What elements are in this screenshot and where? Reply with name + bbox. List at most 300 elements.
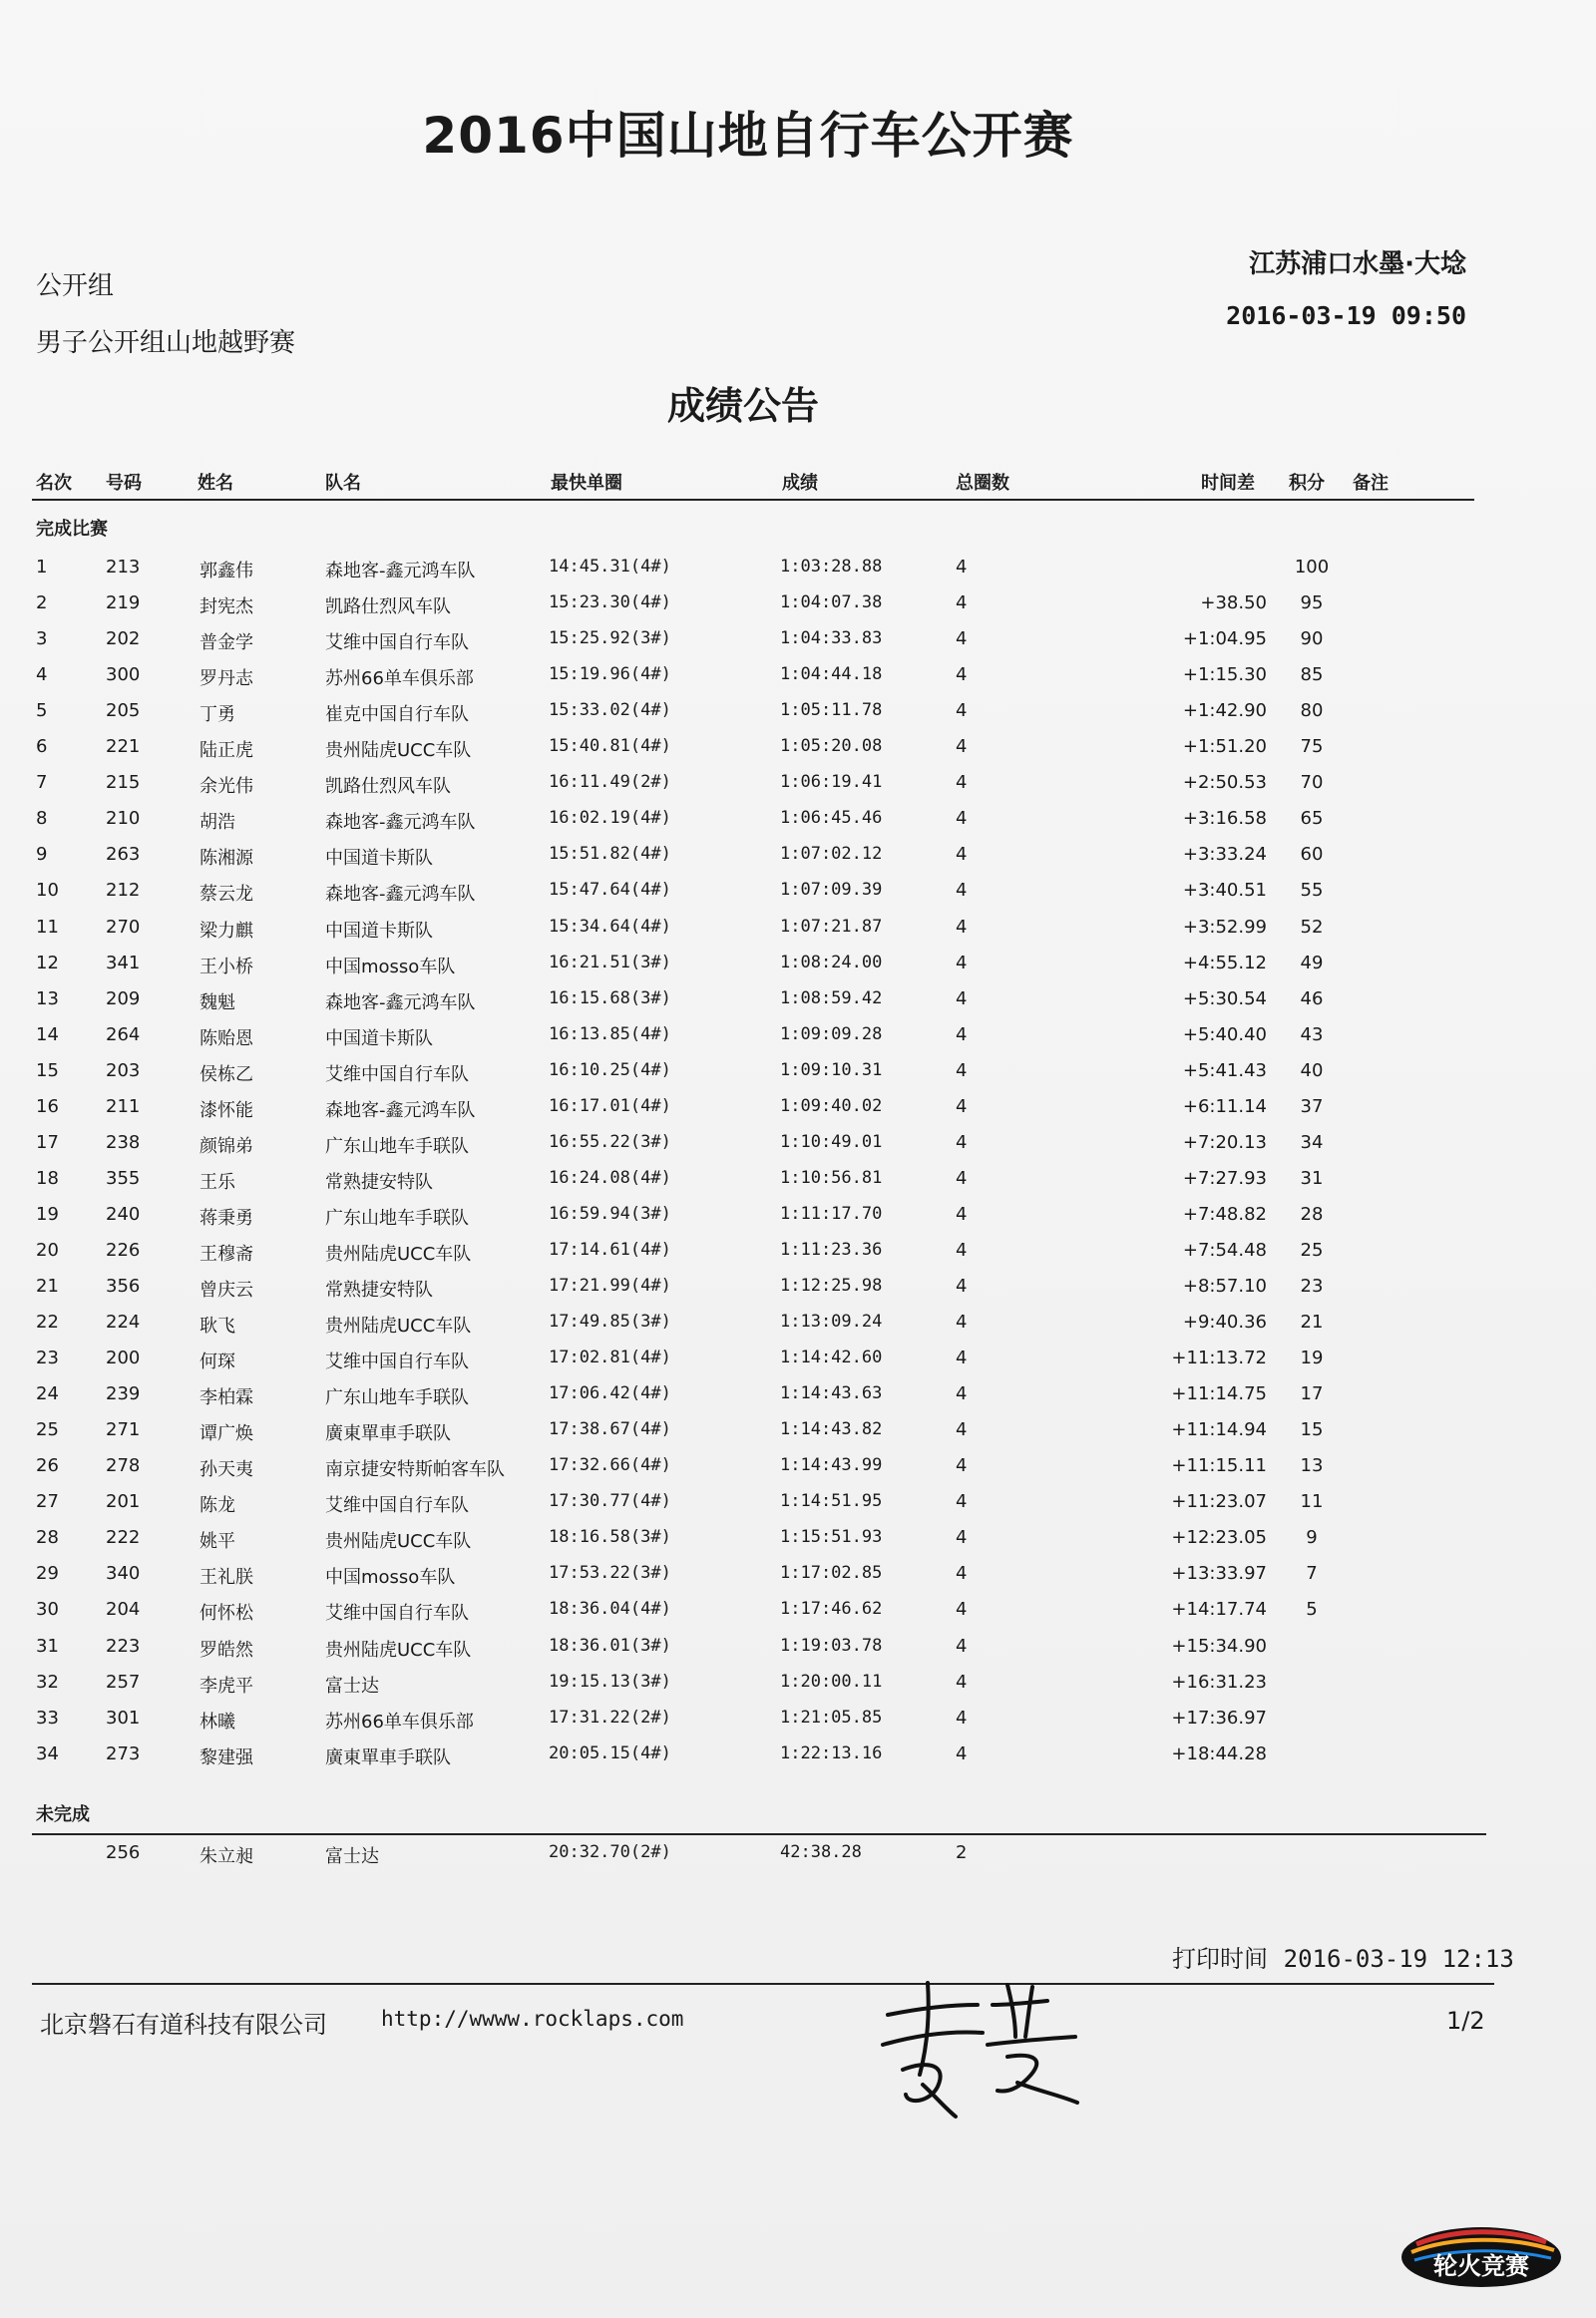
- name-cell: 陈贻恩: [200, 1027, 253, 1049]
- result-cell: 1:14:43.82: [780, 1419, 883, 1440]
- header-rule: [32, 499, 1474, 501]
- number-cell: 355: [106, 1167, 141, 1189]
- table-row: [0, 917, 1596, 947]
- points-cell: 90: [1300, 628, 1324, 650]
- finished-section-label: 完成比赛: [36, 519, 108, 540]
- gap-cell: +14:17.74: [1171, 1599, 1267, 1621]
- results-heading: 成绩公告: [666, 384, 819, 428]
- name-cell: 蔡云龙: [200, 884, 253, 906]
- team-cell: 森地客-鑫元鸿车队: [325, 991, 476, 1013]
- rank-cell: 9: [36, 844, 48, 866]
- gap-cell: +13:33.97: [1171, 1563, 1267, 1585]
- rank-cell: 24: [36, 1383, 59, 1405]
- points-cell: 43: [1300, 1023, 1324, 1045]
- laps-cell: 4: [956, 1419, 968, 1441]
- team-cell: 广东山地车手联队: [325, 1207, 469, 1229]
- table-row: [0, 736, 1596, 766]
- rank-cell: 32: [36, 1671, 59, 1693]
- rank-cell: 11: [36, 916, 59, 938]
- result-cell: 1:14:43.99: [780, 1455, 883, 1476]
- gap-cell: +2:50.53: [1182, 772, 1267, 794]
- rank-cell: 31: [36, 1635, 59, 1657]
- result-cell: 1:10:49.01: [780, 1131, 883, 1152]
- points-cell: 11: [1300, 1491, 1324, 1513]
- result-cell: 1:20:00.11: [780, 1671, 883, 1692]
- name-cell: 何琛: [200, 1352, 235, 1373]
- result-cell: 1:07:02.12: [780, 844, 883, 865]
- points-cell: 49: [1300, 952, 1324, 973]
- table-row: [0, 1563, 1596, 1593]
- rank-cell: 29: [36, 1563, 59, 1585]
- number-cell: 209: [106, 987, 141, 1009]
- table-row: [0, 988, 1596, 1018]
- footer-rule: [32, 1983, 1494, 1985]
- name-cell: 何怀松: [200, 1603, 253, 1625]
- team-cell: 富士达: [325, 1675, 379, 1697]
- fastest-lap-cell: 16:55.22(3#): [549, 1131, 671, 1152]
- fastest-lap-cell: 15:34.64(4#): [549, 916, 671, 937]
- gap-cell: +5:41.43: [1182, 1059, 1267, 1081]
- result-cell: 1:21:05.85: [780, 1707, 883, 1728]
- table-row: [0, 1672, 1596, 1702]
- table-row: [0, 1168, 1596, 1198]
- laps-cell: 4: [956, 1635, 968, 1657]
- start-datetime: 2016-03-19 09:50: [1226, 301, 1466, 330]
- fastest-lap-cell: 17:02.81(4#): [549, 1348, 671, 1368]
- name-cell: 蒋秉勇: [200, 1207, 253, 1229]
- number-cell: 211: [106, 1095, 141, 1117]
- header-points: 积分: [1289, 473, 1325, 494]
- print-time: 2016-03-19 12:13: [1283, 1945, 1514, 1973]
- rank-cell: 33: [36, 1707, 59, 1729]
- result-cell: 1:04:33.83: [780, 628, 883, 649]
- rank-cell: 16: [36, 1095, 59, 1117]
- fastest-lap-cell: 16:24.08(4#): [549, 1167, 671, 1188]
- header-rank: 名次: [36, 473, 72, 494]
- points-cell: 25: [1300, 1239, 1324, 1261]
- gap-cell: +15:34.90: [1171, 1635, 1267, 1657]
- laps-cell: 2: [956, 1842, 968, 1863]
- name-cell: 李虎平: [200, 1675, 253, 1697]
- gap-cell: +7:48.82: [1182, 1203, 1267, 1225]
- table-row: [0, 1455, 1596, 1485]
- rank-cell: 27: [36, 1491, 59, 1513]
- fastest-lap-cell: 17:53.22(3#): [549, 1563, 671, 1584]
- number-cell: 301: [106, 1707, 141, 1729]
- laps-cell: 4: [956, 1239, 968, 1261]
- gap-cell: +6:11.14: [1182, 1095, 1267, 1117]
- points-cell: 60: [1300, 844, 1324, 866]
- table-row: [0, 844, 1596, 874]
- number-cell: 204: [106, 1599, 141, 1621]
- table-row: [0, 1060, 1596, 1090]
- gap-cell: +3:52.99: [1182, 916, 1267, 938]
- brand-logo: [1396, 2222, 1566, 2292]
- team-cell: 艾维中国自行车队: [325, 1495, 469, 1517]
- table-row: [0, 1491, 1596, 1521]
- fastest-lap-cell: 15:47.64(4#): [549, 880, 671, 901]
- points-cell: 28: [1300, 1203, 1324, 1225]
- number-cell: 263: [106, 844, 141, 866]
- number-cell: 257: [106, 1671, 141, 1693]
- page-title: 2016中国山地自行车公开赛: [422, 107, 1074, 165]
- points-cell: 95: [1300, 592, 1324, 614]
- laps-cell: 4: [956, 1059, 968, 1081]
- team-cell: 广东山地车手联队: [325, 1387, 469, 1409]
- result-cell: 1:14:42.60: [780, 1348, 883, 1368]
- group-label: 公开组: [36, 271, 115, 301]
- laps-cell: 4: [956, 1167, 968, 1189]
- header-number: 号码: [106, 473, 142, 494]
- fastest-lap-cell: 18:36.04(4#): [549, 1599, 671, 1620]
- name-cell: 梁力麒: [200, 920, 253, 942]
- table-row: [0, 1024, 1596, 1054]
- page-number: 1/2: [1446, 2007, 1485, 2035]
- points-cell: 9: [1306, 1527, 1318, 1549]
- rank-cell: 13: [36, 987, 59, 1009]
- fastest-lap-cell: 16:10.25(4#): [549, 1059, 671, 1080]
- number-cell: 226: [106, 1239, 141, 1261]
- result-cell: 1:15:51.93: [780, 1527, 883, 1548]
- number-cell: 278: [106, 1455, 141, 1477]
- name-cell: 罗皓然: [200, 1639, 253, 1661]
- fastest-lap-cell: 15:40.81(4#): [549, 736, 671, 757]
- name-cell: 耿飞: [200, 1316, 235, 1338]
- team-cell: 贵州陆虎UCC车队: [325, 1243, 472, 1265]
- name-cell: 黎建强: [200, 1746, 253, 1768]
- company-name: 北京磐石有道科技有限公司: [40, 2011, 327, 2039]
- number-cell: 224: [106, 1312, 141, 1334]
- number-cell: 215: [106, 772, 141, 794]
- name-cell: 魏魁: [200, 991, 235, 1013]
- result-cell: 1:14:43.63: [780, 1383, 883, 1404]
- team-cell: 广东山地车手联队: [325, 1135, 469, 1157]
- result-cell: 1:06:45.46: [780, 808, 883, 829]
- fastest-lap-cell: 15:23.30(4#): [549, 592, 671, 613]
- result-cell: 1:07:21.87: [780, 916, 883, 937]
- team-cell: 森地客-鑫元鸿车队: [325, 812, 476, 834]
- team-cell: 森地客-鑫元鸿车队: [325, 884, 476, 906]
- team-cell: 贵州陆虎UCC车队: [325, 1639, 472, 1661]
- gap-cell: +4:55.12: [1182, 952, 1267, 973]
- team-cell: 凯路仕烈风车队: [325, 776, 451, 798]
- rank-cell: 25: [36, 1419, 59, 1441]
- result-cell: 1:09:10.31: [780, 1059, 883, 1080]
- laps-cell: 4: [956, 1527, 968, 1549]
- points-cell: 7: [1306, 1563, 1318, 1585]
- number-cell: 340: [106, 1563, 141, 1585]
- table-row: [0, 1132, 1596, 1162]
- rank-cell: 30: [36, 1599, 59, 1621]
- result-cell: 42:38.28: [780, 1842, 862, 1862]
- rank-cell: 3: [36, 628, 48, 650]
- rank-cell: 12: [36, 952, 59, 973]
- fastest-lap-cell: 19:15.13(3#): [549, 1671, 671, 1692]
- laps-cell: 4: [956, 880, 968, 902]
- fastest-lap-cell: 16:59.94(3#): [549, 1203, 671, 1224]
- team-cell: 中国mosso车队: [325, 1567, 456, 1589]
- table-row: [0, 592, 1596, 622]
- gap-cell: +17:36.97: [1171, 1707, 1267, 1729]
- laps-cell: 4: [956, 1131, 968, 1153]
- rank-cell: 34: [36, 1742, 59, 1764]
- rank-cell: 17: [36, 1131, 59, 1153]
- gap-cell: +3:40.51: [1182, 880, 1267, 902]
- number-cell: 270: [106, 916, 141, 938]
- laps-cell: 4: [956, 1563, 968, 1585]
- laps-cell: 4: [956, 772, 968, 794]
- laps-cell: 4: [956, 700, 968, 722]
- number-cell: 201: [106, 1491, 141, 1513]
- name-cell: 李柏霖: [200, 1387, 253, 1409]
- rank-cell: 26: [36, 1455, 59, 1477]
- table-row: [0, 1240, 1596, 1270]
- event-label: 男子公开组山地越野赛: [36, 328, 296, 358]
- table-row: [0, 1527, 1596, 1557]
- gap-cell: +11:13.72: [1171, 1348, 1267, 1369]
- laps-cell: 4: [956, 1491, 968, 1513]
- team-cell: 贵州陆虎UCC车队: [325, 1316, 472, 1338]
- fastest-lap-cell: 15:25.92(3#): [549, 628, 671, 649]
- laps-cell: 4: [956, 1095, 968, 1117]
- name-cell: 王小桥: [200, 956, 253, 977]
- table-row: [0, 1204, 1596, 1234]
- fastest-lap-cell: 17:14.61(4#): [549, 1239, 671, 1260]
- number-cell: 212: [106, 880, 141, 902]
- result-cell: 1:17:46.62: [780, 1599, 883, 1620]
- points-cell: 23: [1300, 1276, 1324, 1297]
- team-cell: 中国mosso车队: [325, 956, 456, 977]
- name-cell: 孙天夷: [200, 1459, 253, 1481]
- gap-cell: +1:15.30: [1182, 664, 1267, 686]
- rank-cell: 10: [36, 880, 59, 902]
- rank-cell: 6: [36, 736, 48, 758]
- result-cell: 1:12:25.98: [780, 1276, 883, 1296]
- team-cell: 贵州陆虎UCC车队: [325, 1531, 472, 1553]
- number-cell: 238: [106, 1131, 141, 1153]
- points-cell: 80: [1300, 700, 1324, 722]
- result-cell: 1:04:07.38: [780, 592, 883, 613]
- name-cell: 林曦: [200, 1711, 235, 1733]
- gap-cell: +18:44.28: [1171, 1742, 1267, 1764]
- points-cell: 17: [1300, 1383, 1324, 1405]
- laps-cell: 4: [956, 916, 968, 938]
- name-cell: 丁勇: [200, 704, 235, 726]
- fastest-lap-cell: 17:30.77(4#): [549, 1491, 671, 1512]
- fastest-lap-cell: 17:21.99(4#): [549, 1276, 671, 1296]
- fastest-lap-cell: 15:33.02(4#): [549, 700, 671, 721]
- gap-cell: +11:15.11: [1171, 1455, 1267, 1477]
- table-row: [0, 880, 1596, 910]
- header-notes: 备注: [1353, 473, 1389, 494]
- gap-cell: +11:14.94: [1171, 1419, 1267, 1441]
- table-row: [0, 1348, 1596, 1377]
- team-cell: 艾维中国自行车队: [325, 1352, 469, 1373]
- fastest-lap-cell: 15:51.82(4#): [549, 844, 671, 865]
- rank-cell: 4: [36, 664, 48, 686]
- team-cell: 常熟捷安特队: [325, 1280, 433, 1301]
- result-cell: 1:06:19.41: [780, 772, 883, 793]
- result-cell: 1:04:44.18: [780, 664, 883, 685]
- table-row: [0, 1383, 1596, 1413]
- name-cell: 陈湘源: [200, 848, 253, 870]
- team-cell: 崔克中国自行车队: [325, 704, 469, 726]
- name-cell: 姚平: [200, 1531, 235, 1553]
- number-cell: 356: [106, 1276, 141, 1297]
- fastest-lap-cell: 20:32.70(2#): [549, 1842, 671, 1862]
- fastest-lap-cell: 15:19.96(4#): [549, 664, 671, 685]
- points-cell: 100: [1294, 557, 1330, 578]
- team-cell: 艾维中国自行车队: [325, 632, 469, 654]
- header-result: 成绩: [782, 473, 818, 494]
- name-cell: 封宪杰: [200, 596, 253, 618]
- rank-cell: 14: [36, 1023, 59, 1045]
- rank-cell: 2: [36, 592, 48, 614]
- table-row: [0, 628, 1596, 658]
- number-cell: 341: [106, 952, 141, 973]
- header-gap: 时间差: [1201, 473, 1255, 494]
- name-cell: 郭鑫伟: [200, 561, 253, 581]
- laps-cell: 4: [956, 1671, 968, 1693]
- number-cell: 202: [106, 628, 141, 650]
- name-cell: 谭广焕: [200, 1423, 253, 1445]
- points-cell: 37: [1300, 1095, 1324, 1117]
- team-cell: 森地客-鑫元鸿车队: [325, 561, 476, 581]
- table-row: [0, 1842, 1596, 1872]
- name-cell: 曾庆云: [200, 1280, 253, 1301]
- points-cell: 85: [1300, 664, 1324, 686]
- number-cell: 203: [106, 1059, 141, 1081]
- result-cell: 1:08:24.00: [780, 952, 883, 972]
- name-cell: 罗丹志: [200, 668, 253, 690]
- fastest-lap-cell: 18:36.01(3#): [549, 1635, 671, 1656]
- fastest-lap-cell: 17:38.67(4#): [549, 1419, 671, 1440]
- gap-cell: +7:54.48: [1182, 1239, 1267, 1261]
- gap-cell: +11:23.07: [1171, 1491, 1267, 1513]
- team-cell: 贵州陆虎UCC车队: [325, 740, 472, 762]
- points-cell: 5: [1306, 1599, 1318, 1621]
- table-row: [0, 1312, 1596, 1342]
- name-cell: 侯栋乙: [200, 1063, 253, 1085]
- table-row: [0, 1743, 1596, 1773]
- name-cell: 胡浩: [200, 812, 235, 834]
- name-cell: 朱立昶: [200, 1846, 253, 1867]
- name-cell: 颜锦弟: [200, 1135, 253, 1157]
- signature-image: [868, 1975, 1087, 2125]
- number-cell: 240: [106, 1203, 141, 1225]
- gap-cell: +1:42.90: [1182, 700, 1267, 722]
- result-cell: 1:08:59.42: [780, 987, 883, 1008]
- gap-cell: +7:20.13: [1182, 1131, 1267, 1153]
- result-cell: 1:13:09.24: [780, 1312, 883, 1333]
- name-cell: 王乐: [200, 1171, 235, 1193]
- laps-cell: 4: [956, 844, 968, 866]
- number-cell: 219: [106, 592, 141, 614]
- number-cell: 273: [106, 1742, 141, 1764]
- name-cell: 余光伟: [200, 776, 253, 798]
- team-cell: 富士达: [325, 1846, 379, 1867]
- points-cell: 46: [1300, 987, 1324, 1009]
- table-row: [0, 772, 1596, 802]
- laps-cell: 4: [956, 736, 968, 758]
- number-cell: 300: [106, 664, 141, 686]
- team-cell: 廣東單車手联队: [325, 1746, 451, 1768]
- table-row: [0, 1276, 1596, 1306]
- fastest-lap-cell: 16:21.51(3#): [549, 952, 671, 972]
- header-fastest-lap: 最快单圈: [551, 473, 622, 494]
- number-cell: 239: [106, 1383, 141, 1405]
- laps-cell: 4: [956, 1455, 968, 1477]
- fastest-lap-cell: 16:17.01(4#): [549, 1095, 671, 1116]
- rank-cell: 15: [36, 1059, 59, 1081]
- result-cell: 1:05:20.08: [780, 736, 883, 757]
- gap-cell: +3:16.58: [1182, 808, 1267, 830]
- laps-cell: 4: [956, 1599, 968, 1621]
- points-cell: 65: [1300, 808, 1324, 830]
- number-cell: 271: [106, 1419, 141, 1441]
- laps-cell: 4: [956, 1707, 968, 1729]
- gap-cell: +1:51.20: [1182, 736, 1267, 758]
- result-cell: 1:10:56.81: [780, 1167, 883, 1188]
- name-cell: 陈龙: [200, 1495, 235, 1517]
- team-cell: 凯路仕烈风车队: [325, 596, 451, 618]
- fastest-lap-cell: 16:13.85(4#): [549, 1023, 671, 1044]
- table-row: [0, 1636, 1596, 1666]
- result-cell: 1:09:40.02: [780, 1095, 883, 1116]
- table-row: [0, 1096, 1596, 1126]
- fastest-lap-cell: 18:16.58(3#): [549, 1527, 671, 1548]
- header-name: 姓名: [198, 473, 233, 494]
- number-cell: 213: [106, 557, 141, 578]
- fastest-lap-cell: 17:06.42(4#): [549, 1383, 671, 1404]
- result-cell: 1:11:23.36: [780, 1239, 883, 1260]
- dnf-rule: [32, 1833, 1486, 1835]
- result-cell: 1:09:09.28: [780, 1023, 883, 1044]
- table-row: [0, 664, 1596, 694]
- table-row: [0, 808, 1596, 838]
- venue-label: 江苏浦口水墨·大埝: [1249, 249, 1466, 279]
- number-cell: 200: [106, 1348, 141, 1369]
- laps-cell: 4: [956, 1312, 968, 1334]
- gap-cell: +8:57.10: [1182, 1276, 1267, 1297]
- name-cell: 王礼朕: [200, 1567, 253, 1589]
- dnf-section-label: 未完成: [36, 1804, 90, 1825]
- number-cell: 205: [106, 700, 141, 722]
- print-label: 打印时间: [1172, 1945, 1268, 1973]
- fastest-lap-cell: 20:05.15(4#): [549, 1742, 671, 1763]
- team-cell: 常熟捷安特队: [325, 1171, 433, 1193]
- team-cell: 南京捷安特斯帕客车队: [325, 1459, 505, 1481]
- header-team: 队名: [325, 473, 361, 494]
- company-website: http://wwww.rocklaps.com: [381, 2007, 684, 2031]
- result-cell: 1:11:17.70: [780, 1203, 883, 1224]
- result-cell: 1:05:11.78: [780, 700, 883, 721]
- gap-cell: +11:14.75: [1171, 1383, 1267, 1405]
- rank-cell: 23: [36, 1348, 59, 1369]
- table-row: [0, 1419, 1596, 1449]
- team-cell: 中国道卡斯队: [325, 848, 433, 870]
- gap-cell: +9:40.36: [1182, 1312, 1267, 1334]
- laps-cell: 4: [956, 987, 968, 1009]
- table-row: [0, 1599, 1596, 1629]
- points-cell: 70: [1300, 772, 1324, 794]
- name-cell: 陆正虎: [200, 740, 253, 762]
- gap-cell: +3:33.24: [1182, 844, 1267, 866]
- rank-cell: 28: [36, 1527, 59, 1549]
- rank-cell: 8: [36, 808, 48, 830]
- gap-cell: +38.50: [1200, 592, 1267, 614]
- number-cell: 264: [106, 1023, 141, 1045]
